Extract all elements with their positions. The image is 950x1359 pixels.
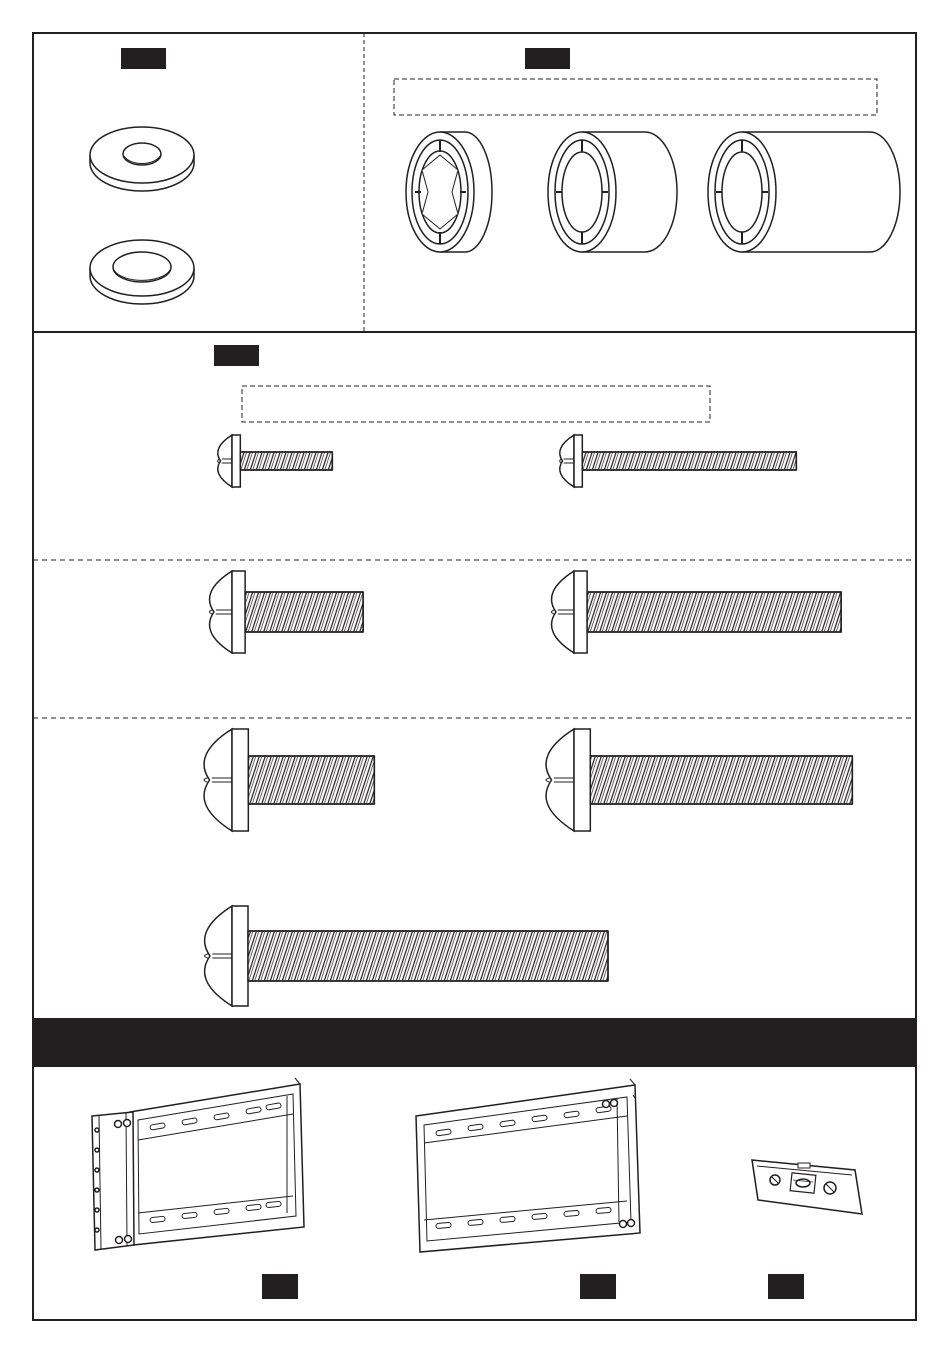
wall-plate-left-arm bbox=[92, 1078, 304, 1250]
bolt-m4-short bbox=[218, 435, 333, 487]
long-spacer bbox=[708, 132, 900, 252]
large-hole-washer bbox=[90, 240, 194, 304]
wall-plate-right-arm bbox=[416, 1079, 640, 1252]
bolt-m6-short bbox=[209, 571, 363, 653]
spacers-caption-box bbox=[394, 79, 877, 115]
section-header-band bbox=[33, 1018, 916, 1067]
small-hole-washer bbox=[90, 127, 194, 191]
part-tag-right-plate bbox=[580, 1274, 616, 1299]
bolt-m4-long bbox=[560, 435, 797, 487]
bolts-caption-box bbox=[242, 386, 710, 422]
part-tag-level bbox=[768, 1274, 804, 1299]
bolt-m8-long bbox=[546, 729, 852, 831]
bubble-level bbox=[752, 1160, 862, 1214]
bolt-layer bbox=[204, 435, 852, 1006]
bolt-m8-extra-long bbox=[205, 906, 609, 1006]
washers-tag bbox=[121, 48, 166, 69]
part-tag-left-plate bbox=[262, 1274, 298, 1299]
spacers-tag bbox=[525, 48, 570, 69]
short-spacer bbox=[406, 132, 492, 252]
bolts-tag bbox=[214, 345, 259, 366]
medium-spacer bbox=[548, 132, 677, 252]
bolt-m8-short bbox=[204, 729, 374, 831]
bolt-m6-long bbox=[551, 571, 841, 653]
